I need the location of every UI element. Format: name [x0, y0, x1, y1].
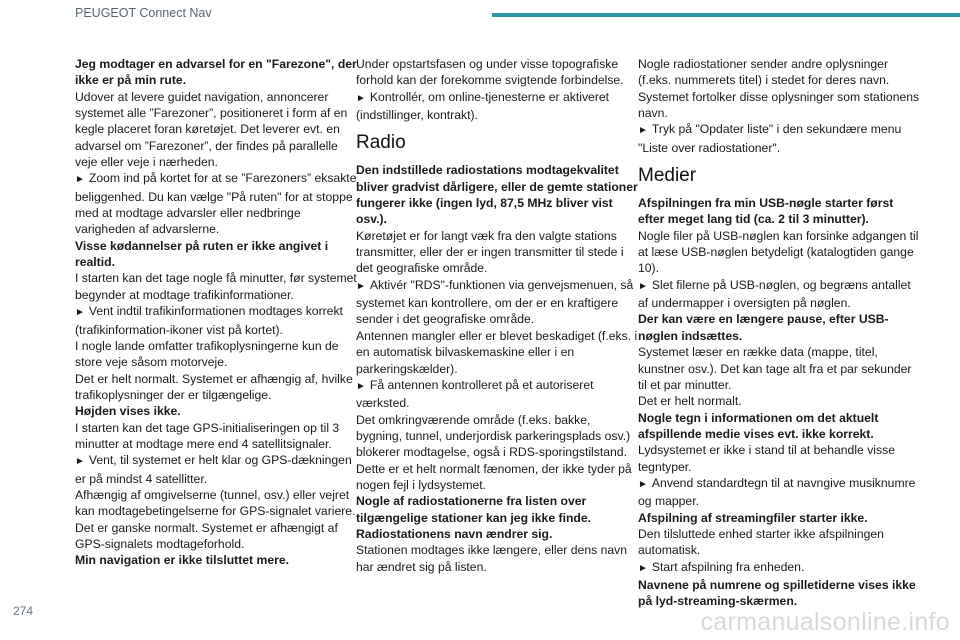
body-text: Det er helt normalt. Systemet er afhængig af, hvilke trafikoplysninger der er tilgængelige.	[75, 371, 353, 402]
body-text: Nogle filer på USB-nøglen kan forsinke adgangen til at læse USB-nøglen betydeligt (katalogtiden gange 10).	[638, 228, 919, 276]
column-2	[356, 56, 638, 575]
action-step	[638, 475, 920, 510]
body-text: Det er ganske normalt. Systemet er afhængigt af GPS-signalets modtageforhold.	[75, 520, 338, 551]
play-arrow-icon: ►	[638, 562, 648, 574]
question-heading: Afspilning af streamingfiler starter ikke.	[638, 510, 868, 525]
play-arrow-icon: ►	[356, 380, 366, 392]
page-number: 274	[13, 604, 34, 618]
action-step	[638, 559, 920, 577]
body-text: I nogle lande omfatter trafikoplysningerne kun de store veje såsom motorveje.	[75, 338, 339, 370]
body-text: I starten kan det tage nogle få minutter, før systemet begynder at modtage trafikinformationer.	[75, 271, 357, 302]
column-1	[75, 56, 357, 569]
body-text: Antennen mangler eller er blevet beskadiget (f.eks. i en automatisk bilvaskemaskine eller i en parkeringskælder).	[356, 328, 638, 376]
play-arrow-icon: ►	[75, 456, 85, 468]
action-step-text: Start afspilning fra enheden.	[651, 559, 805, 574]
question-heading: Højden vises ikke.	[75, 404, 181, 419]
action-step-text: Vent indtil trafikinformationen modtages korrekt (trafikinformation-ikoner vist på kortet).	[75, 304, 343, 337]
play-arrow-icon: ►	[356, 92, 366, 104]
body-text: I starten kan det tage GPS-initialiseringen op til 3 minutter at modtage mere end 4 satellitsignaler.	[75, 420, 340, 451]
action-step	[638, 121, 920, 156]
question-heading: Visse kødannelser på ruten er ikke angivet i realtid.	[75, 238, 329, 270]
action-step	[356, 277, 638, 328]
action-step	[75, 452, 357, 487]
body-text: Udover at levere guidet navigation, annoncerer systemet alle ”Farezoner”, positioneret i form af en kegle placeret foran køretøjet. Det leverer evt. en advarsel om ”Farezoner”, der findes på parallelle veje eller veje i nærheden.	[75, 89, 348, 170]
action-step-text: Få antennen kontrolleret på et autoriseret værksted.	[356, 377, 594, 411]
action-step-text: Zoom ind på kortet for at se ”Farezoners” eksakte beliggenhed. Du kan vælge "På ruten" for at stoppe med at modtage advarsler eller nedbringe varigheden af advarslerne.	[75, 171, 357, 237]
body-text: Dette er et helt normalt fænomen, der ikke tyder på nogen fejl i lydsystemet.	[356, 461, 632, 492]
action-step-text: Tryk på "Opdater liste" i den sekundære menu "Liste over radiostationer".	[638, 122, 902, 155]
action-step	[75, 303, 357, 338]
watermark: carmanualsonline.info	[700, 608, 950, 636]
question-heading: Radiostationens navn ændrer sig.	[356, 526, 553, 541]
play-arrow-icon: ►	[75, 307, 85, 319]
body-text: Stationen modtages ikke længere, eller dens navn har ændret sig på listen.	[356, 543, 627, 574]
action-step	[356, 377, 638, 412]
action-step	[75, 170, 357, 237]
body-text: Afhængig af omgivelserne (tunnel, osv.) eller vejret kan modtagebetingelserne for GPS-signalet variere.	[75, 487, 356, 519]
play-arrow-icon: ►	[638, 478, 648, 490]
action-step-text: Kontrollér, om online-tjenesterne er aktiveret (indstillinger, kontrakt).	[356, 89, 610, 123]
body-text: Den tilsluttede enhed starter ikke afspilningen automatisk.	[638, 526, 884, 558]
question-heading: Nogle tegn i informationen om det aktuelt afspillende medie vises evt. ikke korrekt.	[638, 410, 879, 441]
section-heading: Medier	[638, 165, 697, 187]
action-step-text: Vent, til systemet er helt klar og GPS-dækningen er på mindst 4 satellitter.	[75, 453, 352, 486]
header-title: PEUGEOT Connect Nav	[75, 6, 212, 20]
body-text: Køretøjet er for langt væk fra den valgte stations transmitter, eller der er ingen transmitter til stede i det geografiske område.	[356, 228, 624, 276]
question-heading: Navnene på numrene og spilletiderne vises ikke på lyd-streaming-skærmen.	[638, 577, 916, 609]
play-arrow-icon: ►	[638, 125, 648, 137]
action-step-text: Slet filerne på USB-nøglen, og begræns antallet af undermapper i oversigten på nøglen.	[638, 277, 911, 311]
question-heading: Min navigation er ikke tilsluttet mere.	[75, 553, 290, 568]
question-heading: Afspilningen fra min USB-nøgle starter først efter meget lang tid (ca. 2 til 3 minutter).	[638, 196, 894, 227]
action-step	[356, 89, 638, 124]
body-text: Det omkringværende område (f.eks. bakke, bygning, tunnel, underjordisk parkeringsplads osv.) blokerer modtagelse, også i RDS-sporingstilstand.	[356, 412, 631, 460]
column-3	[638, 56, 920, 610]
play-arrow-icon: ►	[356, 280, 366, 292]
action-step	[638, 277, 920, 312]
body-text: Nogle radiostationer sender andre oplysninger (f.eks. nummerets titel) i stedet for deres navn. Systemet fortolker disse oplysninger som stationens navn.	[638, 57, 920, 121]
play-arrow-icon: ►	[75, 174, 85, 186]
body-text: Det er helt normalt.	[638, 394, 742, 409]
body-text: Systemet læser en række data (mappe, titel, kunstner osv.). Det kan tage alt fra et par sekunder til et par minutter.	[638, 345, 912, 392]
header-accent-bar	[492, 13, 960, 17]
play-arrow-icon: ►	[638, 280, 648, 292]
section-heading: Radio	[356, 132, 406, 154]
body-text: Lydsystemet er ikke i stand til at behandle visse tegntyper.	[638, 443, 895, 474]
question-heading: Den indstillede radiostations modtagekvalitet bliver gradvist dårligere, eller de gemte stationer fungerer ikke (ingen lyd, 87,5 MHz bliver vist osv.).	[356, 163, 638, 227]
question-heading: Nogle af radiostationerne fra listen over tilgængelige stationer kan jeg ikke finde.	[356, 494, 592, 525]
body-text: Under opstartsfasen og under visse topografiske forhold kan der forekomme svigtende forbindelse.	[356, 57, 624, 88]
action-step-text: Anvend standardtegn til at navngive musiknumre og mapper.	[638, 475, 916, 509]
question-heading: Der kan være en længere pause, efter USB-nøglen indsættes.	[638, 312, 889, 343]
question-heading: Jeg modtager en advarsel for en "Farezone", der ikke er på min rute.	[75, 57, 357, 88]
action-step-text: Aktivér "RDS"-funktionen via genvejsmenuen, så systemet kan kontrollere, om der er en kraftigere sender i det geografiske område.	[356, 277, 634, 327]
